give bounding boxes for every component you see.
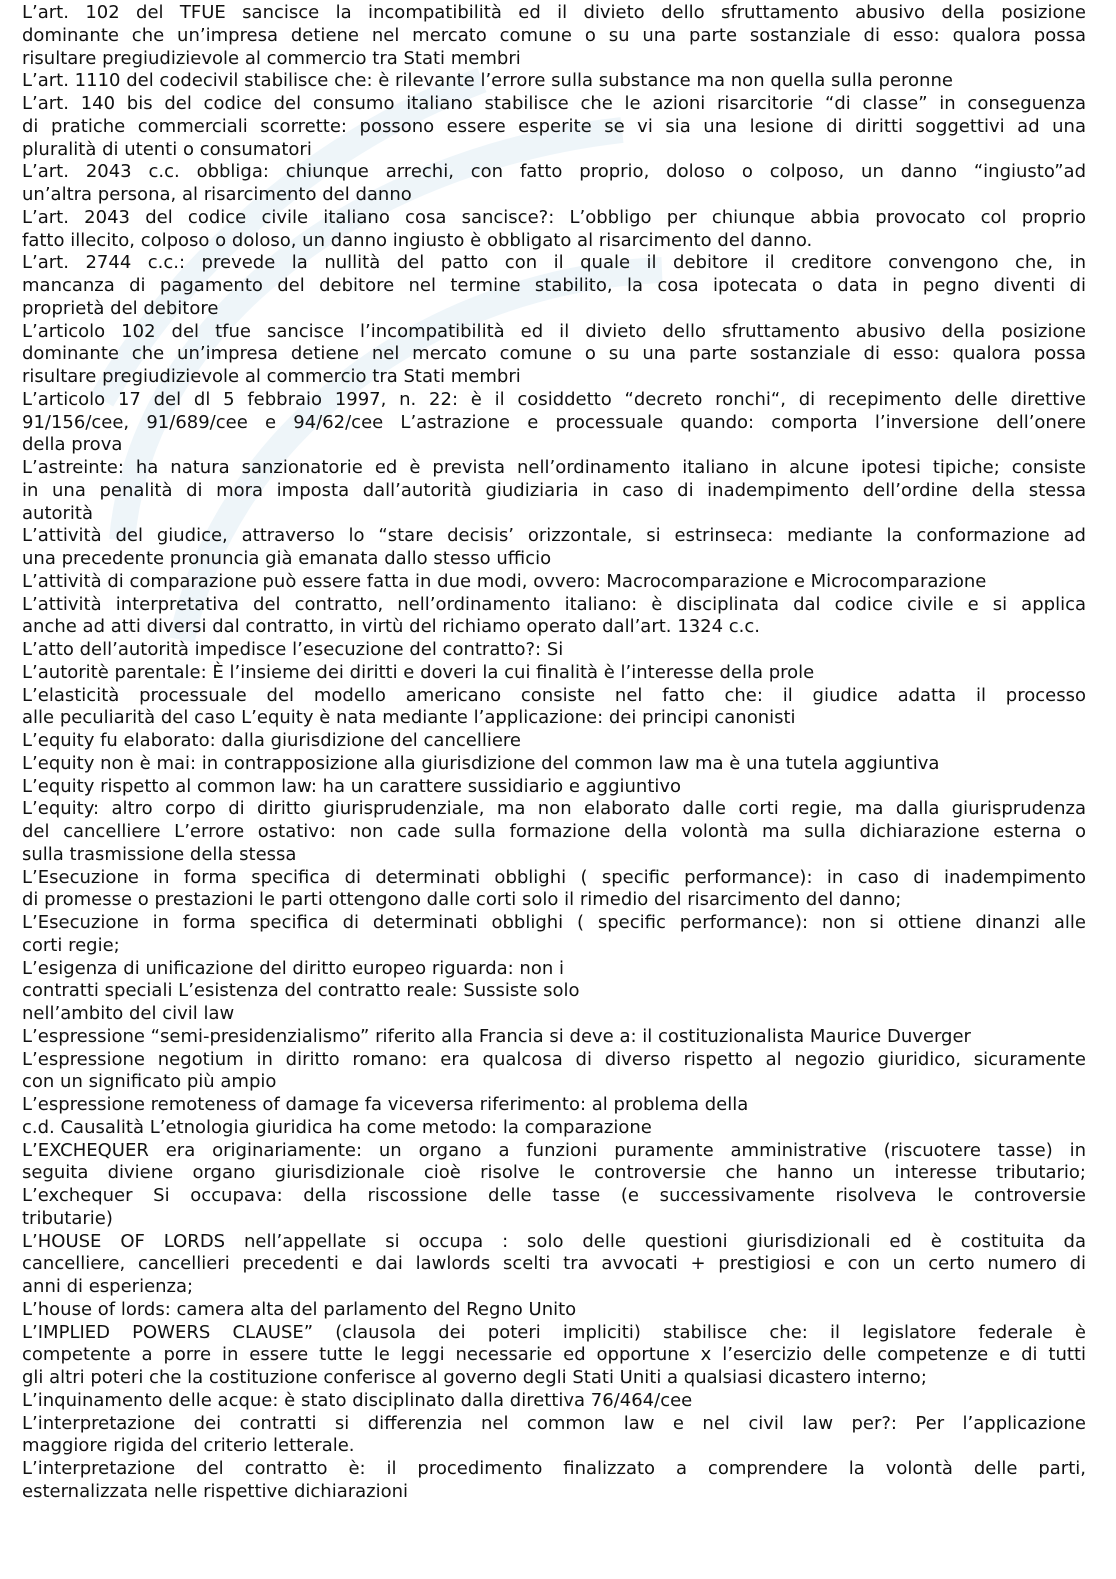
text-line: L’espressione negotium in diritto romano: era qualcosa di diverso rispetto al negozio giuridico, sicuramente bbox=[22, 1048, 1086, 1070]
text-line: L’art. 2043 del codice civile italiano cosa sancisce?: L’obbligo per chiunque abbia provocato col proprio bbox=[22, 206, 1086, 228]
text-line: L’art. 2043 c.c. obbliga: chiunque arrechi, con fatto proprio, doloso o colposo, un danno “ingiusto”ad bbox=[22, 161, 1086, 183]
text-line: dominante che un’impresa detiene nel mercato comune o su una parte sostanziale di esso: qualora possa bbox=[22, 343, 1086, 365]
text-line: L’astreinte: ha natura sanzionatorie ed è prevista nell’ordinamento italiano in alcune ipotesi tipiche; consiste bbox=[22, 457, 1086, 478]
text-line: esternalizzata nelle rispettive dichiarazioni bbox=[22, 1480, 409, 1502]
text-line: tributarie) bbox=[22, 1207, 113, 1229]
text-line: 91/156/cee, 91/689/cee e 94/62/cee L’astrazione e processuale quando: comporta l’inversione dell’onere bbox=[22, 411, 1086, 433]
text-line: L’EXCHEQUER era originariamente: un organo a funzioni puramente amministrative (riscuotere tasse) in bbox=[22, 1139, 1086, 1161]
text-line: L’esigenza di unificazione del diritto europeo riguarda: non i bbox=[22, 957, 564, 979]
text-line: anche ad atti diversi dal contratto, in virtù del richiamo operato dall’art. 1324 c.c. bbox=[22, 616, 761, 638]
text-line: dominante che un’impresa detiene nel mercato comune o su una parte sostanziale di esso: qualora possa bbox=[22, 24, 1086, 46]
text-line: L’Esecuzione in forma specifica di determinati obblighi ( specific performance): in caso di inadempimento bbox=[22, 866, 1086, 888]
text-line: L’attività del giudice, attraverso lo “stare decisis’ orizzontale, si estrinseca: mediante la conformazione ad bbox=[22, 525, 1086, 547]
text-line: L’espressione “semi-presidenzialismo” riferito alla Francia si deve a: il costituzionalista Maurice Duverger bbox=[22, 1025, 971, 1047]
text-line: un’altra persona, al risarcimento del danno bbox=[22, 184, 412, 205]
text-line: L’attività di comparazione può essere fatta in due modi, ovvero: Macrocomparazione e Microcomparazione bbox=[22, 570, 987, 592]
text-line: una precedente pronuncia già emanata dallo stesso ufficio bbox=[22, 548, 552, 569]
text-line: L’art. 102 del TFUE sancisce la incompatibilità ed il divieto dello sfruttamento abusivo della posizione bbox=[22, 2, 1086, 23]
text-line: nell’ambito del civil law bbox=[22, 1003, 235, 1024]
text-line: L’equity: altro corpo di diritto giurisprudenziale, ma non elaborato dalle corti regie, ma dalla giurisprudenza bbox=[22, 798, 1086, 820]
text-line: contratti speciali L’esistenza del contratto reale: Sussiste solo bbox=[22, 980, 580, 1002]
text-line: L’atto dell’autorità impedisce l’esecuzione del contratto?: Si bbox=[22, 639, 564, 660]
text-line: L’equity non è mai: in contrapposizione alla giurisdizione del common law ma è una tutela aggiuntiva bbox=[22, 752, 940, 774]
text-line: L’interpretazione dei contratti si differenzia nel common law e nel civil law per?: Per l’applicazione bbox=[22, 1412, 1086, 1434]
text-line: L’IMPLIED POWERS CLAUSE” (clausola dei poteri impliciti) stabilisce che: il legislatore federale è bbox=[22, 1321, 1086, 1343]
text-line: L’house of lords: camera alta del parlamento del Regno Unito bbox=[22, 1298, 577, 1320]
text-line: del cancelliere L’errore ostativo: non cade sulla formazione della volontà ma sulla dichiarazione esterna o bbox=[22, 821, 1086, 842]
text-line: L’art. 140 bis del codice del consumo italiano stabilisce che le azioni risarcitorie “di classe” in conseguenza bbox=[22, 93, 1086, 114]
text-line: della prova bbox=[22, 434, 123, 456]
document-page bbox=[22, 0, 1086, 1579]
text-line: L’articolo 17 del dl 5 febbraio 1997, n. 22: è il cosiddetto “decreto ronchi“, di recepimento delle direttive bbox=[22, 388, 1086, 410]
text-line: anni di esperienza; bbox=[22, 1276, 194, 1297]
text-line: sulla trasmissione della stessa bbox=[22, 843, 297, 865]
text-line: risultare pregiudizievole al commercio tra Stati membri bbox=[22, 47, 521, 69]
text-line: con un significato più ampio bbox=[22, 1071, 277, 1093]
text-line: in una penalità di mora imposta dall’autorità giudiziaria in caso di inadempimento dell’ordine della stessa bbox=[22, 479, 1086, 501]
text-line: mancanza di pagamento del debitore nel termine stabilito, la cosa ipotecata o data in pegno diventi di bbox=[22, 275, 1086, 296]
text-line: pluralità di utenti o consumatori bbox=[22, 138, 312, 160]
text-line: maggiore rigida del criterio letterale. bbox=[22, 1435, 355, 1457]
text-line: L’equity fu elaborato: dalla giurisdizione del cancelliere bbox=[22, 730, 521, 751]
text-line: L’elasticità processuale del modello americano consiste nel fatto che: il giudice adatta il processo bbox=[22, 684, 1086, 706]
text-line: L’inquinamento delle acque: è stato disciplinato dalla direttiva 76/464/cee bbox=[22, 1389, 693, 1411]
text-line: di promesse o prestazioni le parti ottengono dalle corti solo il rimedio del risarcimento del danno; bbox=[22, 889, 902, 911]
text-line: L’exchequer Si occupava: della riscossione delle tasse (e successivamente risolveva le controversie bbox=[22, 1185, 1086, 1206]
text-line: L’espressione remoteness of damage fa viceversa riferimento: al problema della bbox=[22, 1094, 749, 1115]
text-line: corti regie; bbox=[22, 934, 120, 956]
text-line: L’Esecuzione in forma specifica di determinati obblighi ( specific performance): non si ottiene dinanzi alle bbox=[22, 912, 1086, 933]
text-line: proprietà del debitore bbox=[22, 297, 219, 319]
text-line: di pratiche commerciali scorrette: possono essere esperite se vi sia una lesione di diritti soggettivi ad una bbox=[22, 115, 1086, 137]
text-line: L’HOUSE OF LORDS nell’appellate si occupa : solo delle questioni giurisdizionali ed è costituita da bbox=[22, 1230, 1086, 1252]
text-line: gli altri poteri che la costituzione conferisce al governo degli Stati Uniti a qualsiasi dicastero interno; bbox=[22, 1367, 927, 1388]
text-line: risultare pregiudizievole al commercio tra Stati membri bbox=[22, 366, 521, 387]
text-line: L’art. 1110 del codecivil stabilisce che: è rilevante l’errore sulla substance ma non quella sulla peronne bbox=[22, 70, 953, 92]
text-line: L’equity rispetto al common law: ha un carattere sussidiario e aggiuntivo bbox=[22, 775, 682, 797]
text-line: competente a porre in essere tutte le leggi necessarie ed opportune x l’esercizio delle competenze e di tutti bbox=[22, 1344, 1086, 1366]
text-line: fatto illecito, colposo o doloso, un danno ingiusto è obbligato al risarcimento del danno. bbox=[22, 229, 813, 251]
text-line: autorità bbox=[22, 502, 93, 524]
text-line: L’interpretazione del contratto è: il procedimento finalizzato a comprendere la volontà delle parti, bbox=[22, 1458, 1086, 1479]
text-line: seguita diviene organo giurisdizionale cioè risolve le controversie che hanno un interesse tributario; bbox=[22, 1162, 1086, 1184]
text-line: L’autoritè parentale: È l’insieme dei diritti e doveri la cui finalità è l’interesse della prole bbox=[22, 661, 815, 683]
text-line: L’attività interpretativa del contratto, nell’ordinamento italiano: è disciplinata dal codice civile e si applica bbox=[22, 593, 1086, 615]
text-line: L’art. 2744 c.c.: prevede la nullità del patto con il quale il debitore il creditore convengono che, in bbox=[22, 252, 1086, 274]
text-line: cancelliere, cancellieri precedenti e dai lawlords scelti tra avvocati + prestigiosi e con un certo numero di bbox=[22, 1253, 1086, 1275]
text-line: c.d. Causalità L’etnologia giuridica ha come metodo: la comparazione bbox=[22, 1116, 652, 1138]
text-line: alle peculiarità del caso L’equity è nata mediante l’applicazione: dei principi canonisti bbox=[22, 707, 796, 729]
text-line: L’articolo 102 del tfue sancisce l’incompatibilità ed il divieto dello sfruttamento abusivo della posizione bbox=[22, 320, 1086, 342]
